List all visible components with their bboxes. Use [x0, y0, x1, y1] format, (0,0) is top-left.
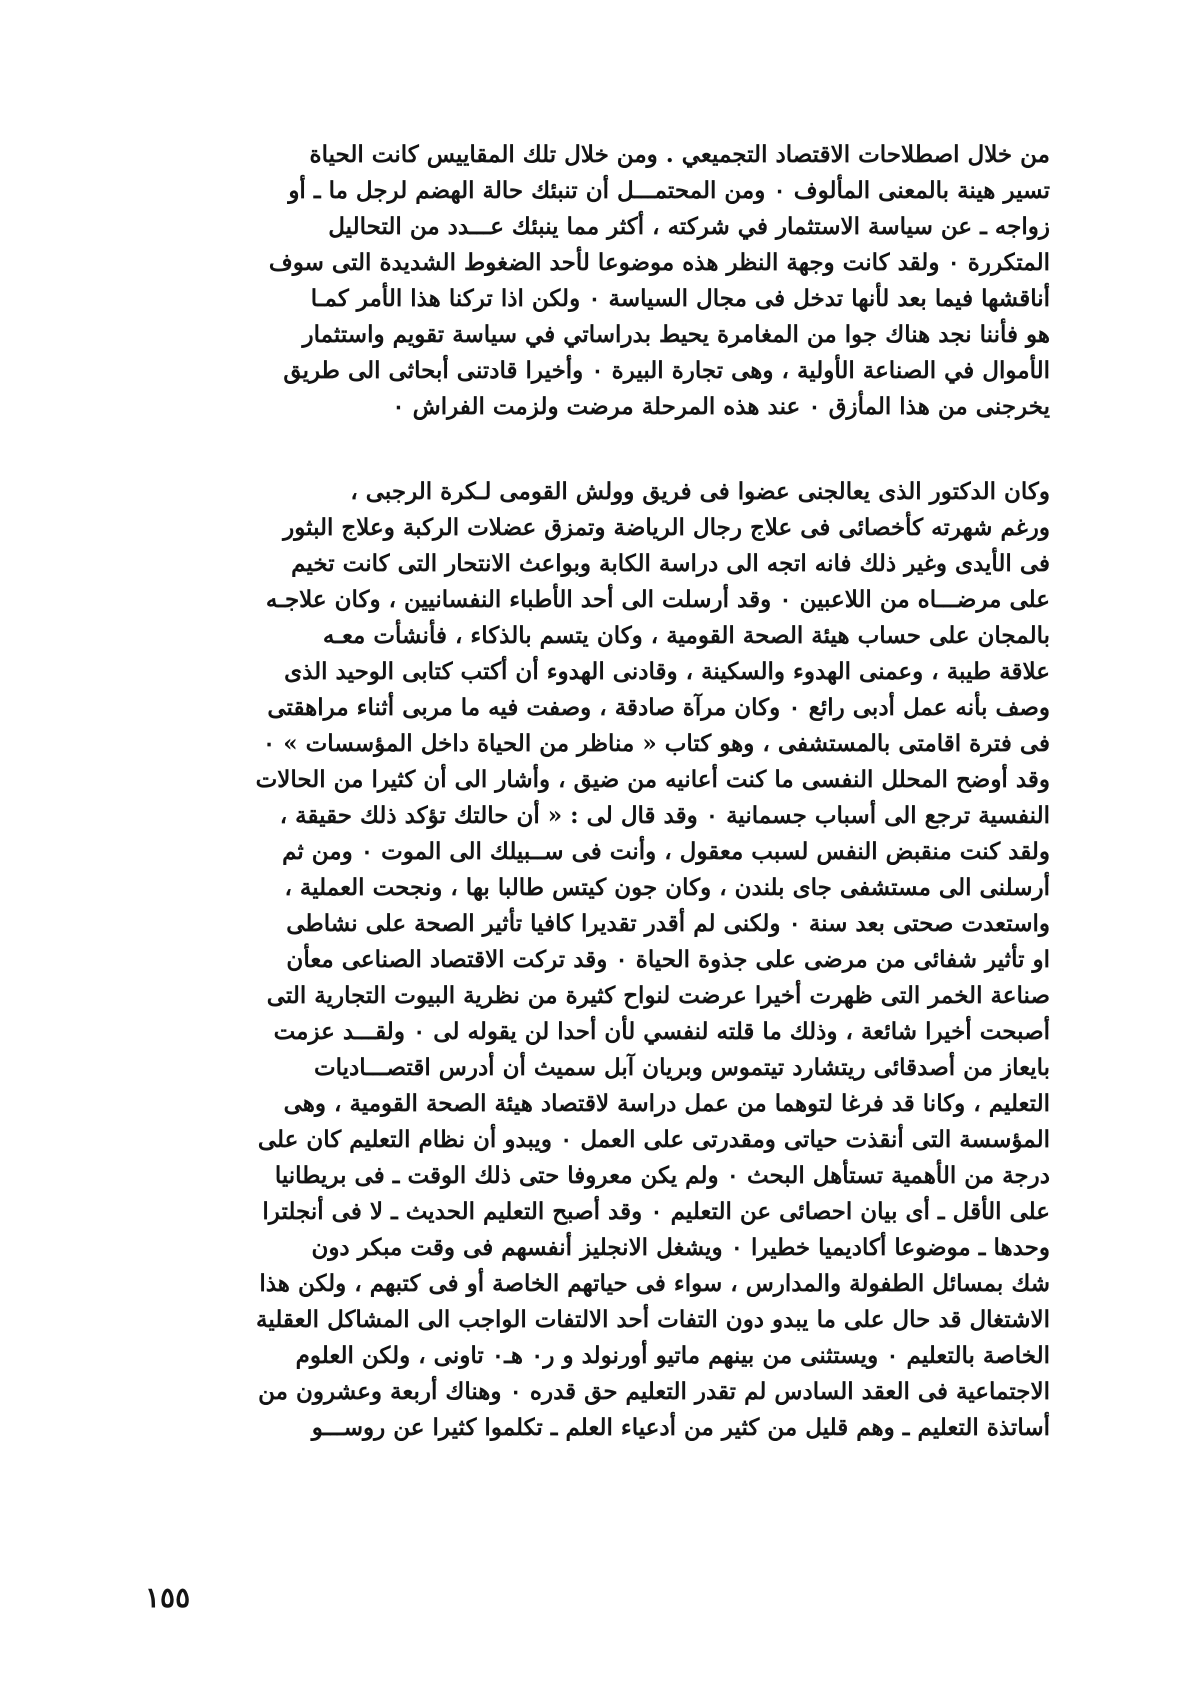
text-line: ولقد كنت منقبض النفس لسبب معقول ، وأنت فى ســبيلك الى الموت ٠ ومن ثم: [282, 838, 1050, 865]
text-line: الخاصة بالتعليم ٠ ويستثنى من بينهم ماتيو أورنولد و ر٠ هـ٠ تاونى ، ولكن العلوم: [295, 1342, 1050, 1369]
text-line: شك بمسائل الطفولة والمدارس ، سواء فى حياتهم الخاصة أو فى كتبهم ، ولكن هذا: [259, 1270, 1050, 1297]
text-line: التعليم ، وكانا قد فرغا لتوهما من عمل دراسة لاقتصاد هيئة الصحة القومية ، وهى: [283, 1090, 1050, 1117]
text-line: على الأقل ـ أى بيان احصائى عن التعليم ٠ وقد أصبح التعليم الحديث ـ لا فى أنجلترا: [262, 1198, 1050, 1225]
text-line: صناعة الخمر التى ظهرت أخيرا عرضت لنواح كثيرة من نظرية البيوت التجارية التى: [266, 982, 1050, 1009]
text-line: من خلال اصطلاحات الاقتصاد التجميعي . ومن خلال تلك المقاييس كانت الحياة: [309, 141, 1050, 168]
text-line: زواجه ـ عن سياسة الاستثمار في شركته ، أكثر مما ينبئك عـــدد من التحاليل: [328, 213, 1050, 240]
text-line: على مرضـــاه من اللاعبين ٠ وقد أرسلت الى أحد الأطباء النفسانيين ، وكان علاجـه: [265, 586, 1050, 613]
text-line: المؤسسة التى أنقذت حياتى ومقدرتى على العمل ٠ ويبدو أن نظام التعليم كان على: [257, 1126, 1050, 1153]
text-line: المتكررة ٠ ولقد كانت وجهة النظر هذه موضوعا لأحد الضغوط الشديدة التى سوف: [268, 249, 1050, 276]
text-line: يخرجنى من هذا المأزق ٠ عند هذه المرحلة مرضت ولزمت الفراش ٠: [392, 393, 1050, 420]
text-line: واستعدت صحتى بعد سنة ٠ ولكنى لم أقدر تقديرا كافيا تأثير الصحة على نشاطى: [286, 910, 1050, 937]
text-line: أناقشها فيما بعد لأنها تدخل فى مجال السياسة ٠ ولكن اذا تركنا هذا الأمر كمـا: [310, 285, 1050, 312]
text-line: ورغم شهرته كأخصائى فى علاج رجال الرياضة وتمزق عضلات الركبة وعلاج البثور: [283, 514, 1050, 541]
text-line: فى فترة اقامتى بالمستشفى ، وهو كتاب « مناظر من الحياة داخل المؤسسات » ٠: [262, 730, 1050, 757]
paragraph-2: [138, 474, 1050, 1446]
page-number: ١٥٥: [145, 1581, 191, 1614]
text-line: الاجتماعية فى العقد السادس لم تقدر التعليم حق قدره ٠ وهناك أربعة وعشرون من: [258, 1378, 1050, 1405]
text-line: وقد أوضح المحلل النفسى ما كنت أعانيه من ضيق ، وأشار الى أن كثيرا من الحالات: [255, 766, 1050, 793]
text-line: بالمجان على حساب هيئة الصحة القومية ، وكان يتسم بالذكاء ، فأنشأت معـه: [322, 622, 1050, 649]
text-line: درجة من الأهمية تستأهل البحث ٠ ولم يكن معروفا حتى ذلك الوقت ـ فى بريطانيا: [274, 1162, 1050, 1189]
text-line: فى الأيدى وغير ذلك فانه اتجه الى دراسة الكابة وبواعث الانتحار التى كانت تخيم: [291, 550, 1050, 577]
text-line: هو فأننا نجد هناك جوا من المغامرة يحيط بدراساتي في سياسة تقويم واستثمار: [302, 321, 1050, 348]
text-line: وصف بأنه عمل أدبى رائع ٠ وكان مرآة صادقة ، وصفت فيه ما مربى أثناء مراهقتى: [267, 694, 1050, 721]
text-line: وكان الدكتور الذى يعالجنى عضوا فى فريق وولش القومى لـكرة الرجبى ،: [350, 478, 1050, 505]
text-line: الاشتغال قد حال على ما يبدو دون التفات أحد الالتفات الواجب الى المشاكل العقلية: [256, 1306, 1050, 1333]
text-line: بايعاز من أصدقائى ريتشارد تيتموس وبريان آبل سميث أن أدرس اقتصـــاديات: [313, 1054, 1050, 1081]
text-line: أرسلنى الى مستشفى جاى بلندن ، وكان جون كيتس طالبا بها ، ونجحت العملية ،: [284, 874, 1050, 901]
text-line: النفسية ترجع الى أسباب جسمانية ٠ وقد قال لى : « أن حالتك تؤكد ذلك حقيقة ،: [279, 802, 1050, 829]
text-line: او تأثير شفائى من مرضى على جذوة الحياة ٠ وقد تركت الاقتصاد الصناعى معأن: [286, 946, 1050, 973]
text-line: تسير هينة بالمعنى المألوف ٠ ومن المحتمـــل أن تنبئك حالة الهضم لرجل ما ـ أو: [288, 177, 1050, 204]
text-line: علاقة طيبة ، وعمنى الهدوء والسكينة ، وقادنى الهدوء أن أكتب كتابى الوحيد الذى: [284, 658, 1050, 685]
text-line: الأموال في الصناعة الأولية ، وهى تجارة البيرة ٠ وأخيرا قادتنى أبحاثى الى طريق: [283, 357, 1050, 384]
paragraph-1: [138, 137, 1050, 425]
text-line: أصبحت أخيرا شائعة ، وذلك ما قلته لنفسي لأن أحدا لن يقوله لى ٠ ولقـــد عزمت: [273, 1018, 1050, 1045]
text-line: أساتذة التعليم ـ وهم قليل من كثير من أدعياء العلم ـ تكلموا كثيرا عن روســـو: [311, 1414, 1050, 1441]
text-line: وحدها ـ موضوعا أكاديميا خطيرا ٠ ويشغل الانجليز أنفسهم فى وقت مبكر دون: [311, 1234, 1050, 1261]
